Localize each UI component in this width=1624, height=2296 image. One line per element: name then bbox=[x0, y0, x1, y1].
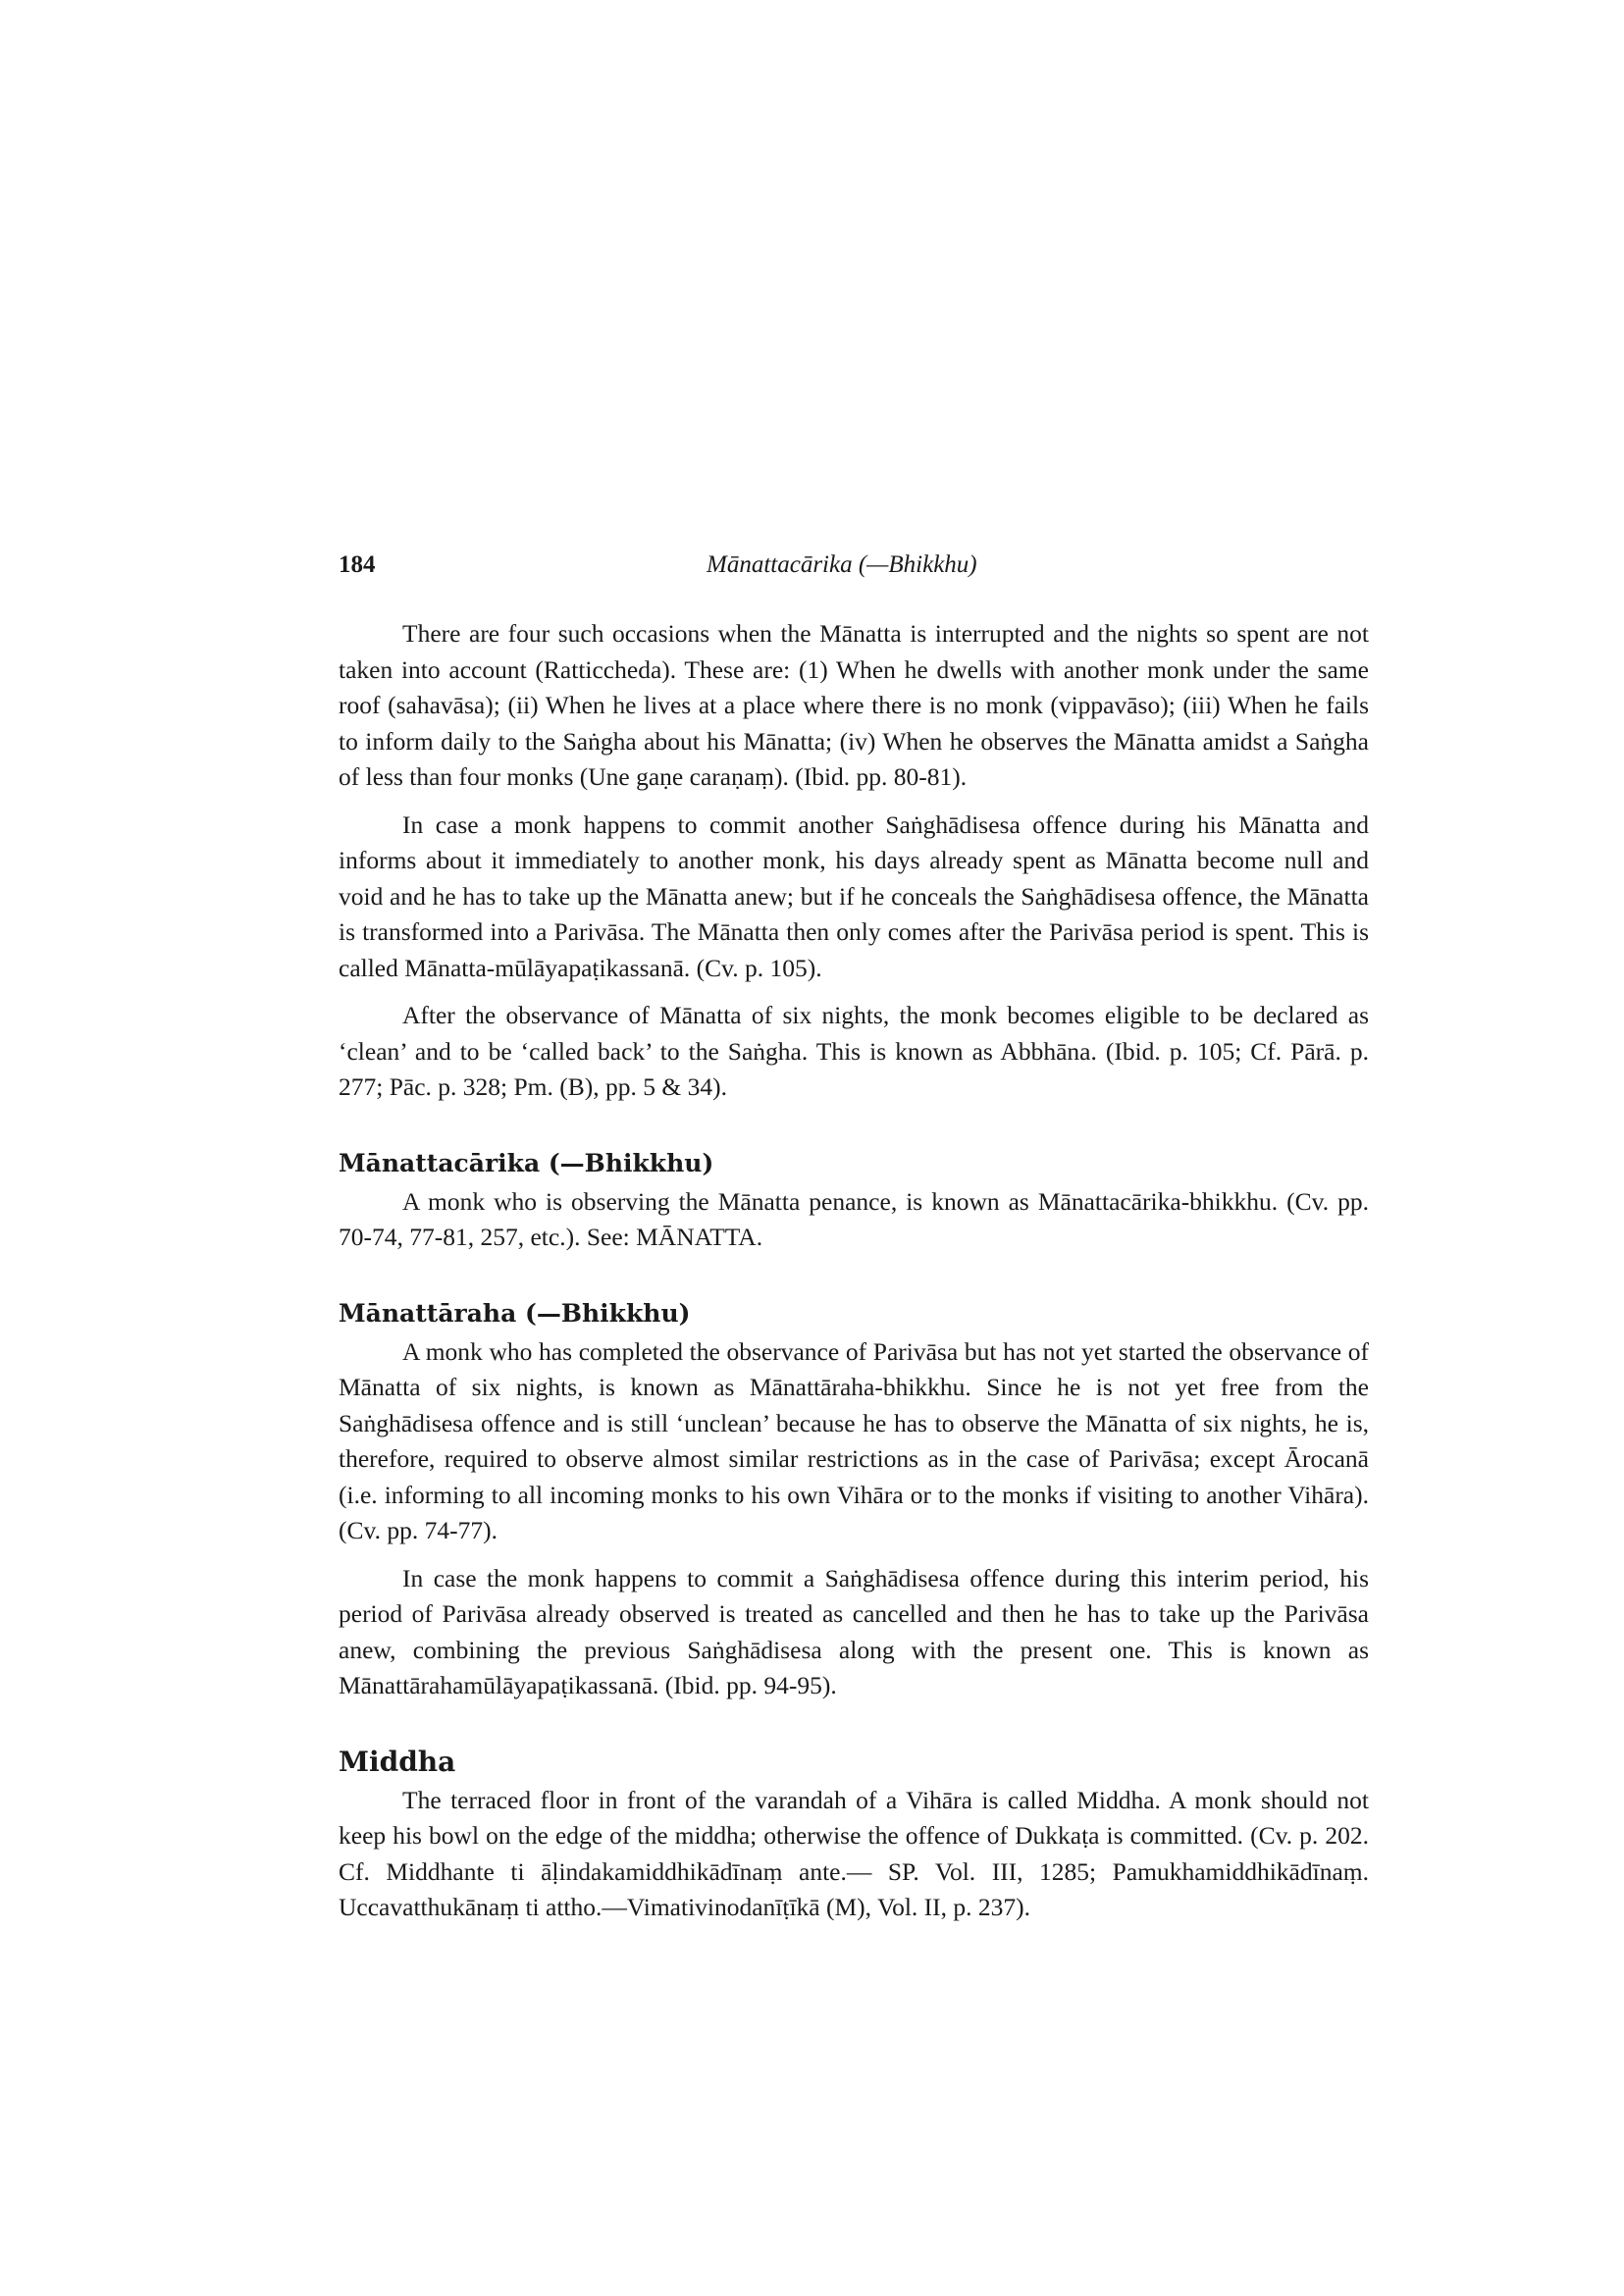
page-number: 184 bbox=[339, 551, 376, 578]
body-paragraph: In case a monk happens to commit another Saṅghādisesa offence during his Mānatta and informs about it immediately to another monk, his days already spent as Mānatta become null and void and he has to take up the Mānatta anew; but if he conceals the Saṅghādisesa offence, the Mānatta is transformed into a Parivāsa. The Mānatta then only comes after the Parivāsa period is spent. This is called Mānatta-mūlāyapaṭikassanā. (Cv. p. 105). bbox=[339, 809, 1369, 982]
entry-paragraph: In case the monk happens to commit a Saṅghādisesa offence during this interim period, his period of Parivāsa already observed is treated as cancelled and then he has to take up the Parivāsa anew, combining the previous Saṅghādisesa along with the present one. This is known as Mānattārahamūlāyapaṭikassanā. (Ibid. pp. 94-95). bbox=[339, 1563, 1369, 1699]
running-head bbox=[339, 551, 1369, 591]
entry-paragraph: A monk who is observing the Mānatta penance, is known as Mānattacārika-bhikkhu. (Cv. pp. 70-74, 77-81, 257, etc.). See: MĀNATTA. bbox=[339, 1186, 1369, 1251]
entry-manattacarika bbox=[339, 1147, 1369, 1256]
document-page bbox=[339, 551, 1369, 1926]
body-paragraph: After the observance of Mānatta of six nights, the monk becomes eligible to be declared as ‘clean’ and to be ‘called back’ to the Saṅgha. This is known as Abbhāna. (Ibid. p. 105; Cf. Pārā. p. 277; Pāc. p. 328; Pm. (B), pp. 5 & 34). bbox=[339, 1001, 1369, 1101]
continuation-section bbox=[339, 616, 1369, 1106]
entry-manattaraha bbox=[339, 1297, 1369, 1704]
body-paragraph: There are four such occasions when the Mānatta is interrupted and the nights so spent are not taken into account (Ratticcheda). These are: (1) When he dwells with another monk under the same roof (sahavāsa); (ii) When he lives at a place where there is no monk (vippavāso); (iii) When he fails to inform daily to the Saṅgha about his Mānatta; (iv) When he observes the Mānatta amidst a Saṅgha of less than four monks (Une gaṇe caraṇaṃ). (Ibid. pp. 80-81). bbox=[339, 619, 1369, 791]
entry-title: Mānattacārika (—Bhikkhu) bbox=[339, 1148, 714, 1177]
entry-middha bbox=[339, 1746, 1369, 1926]
running-title: Mānattacārika (—Bhikkhu) bbox=[707, 551, 977, 578]
entry-paragraph: A monk who has completed the observance of Parivāsa but has not yet started the observance of Mānatta of six nights, is known as Mānattāraha-bhikkhu. Since he is not yet free from the Saṅghādisesa offence and is still ‘unclean’ because he has to observe the Mānatta of six nights, he is, therefore, required to observe almost similar restrictions as in the case of Parivāsa; except Ārocanā (i.e. informing to all incoming monks to his own Vihāra or to the monks if visiting to another Vihāra). (Cv. pp. 74-77). bbox=[339, 1336, 1369, 1544]
entry-title: Mānattāraha (—Bhikkhu) bbox=[339, 1298, 691, 1328]
entry-paragraph: The terraced floor in front of the varandah of a Vihāra is called Middha. A monk should not keep his bowl on the edge of the middha; otherwise the offence of Dukkaṭa is committed. (Cv. p. 202. Cf. Middhante ti āḷindakamiddhikādīnaṃ ante.— SP. Vol. III, 1285; Pamukhamiddhikādīnaṃ. Uccavatthukānaṃ ti attho.—Vimativinodanīṭīkā (M), Vol. II, p. 237). bbox=[339, 1785, 1369, 1921]
entry-title: Middha bbox=[339, 1745, 456, 1778]
